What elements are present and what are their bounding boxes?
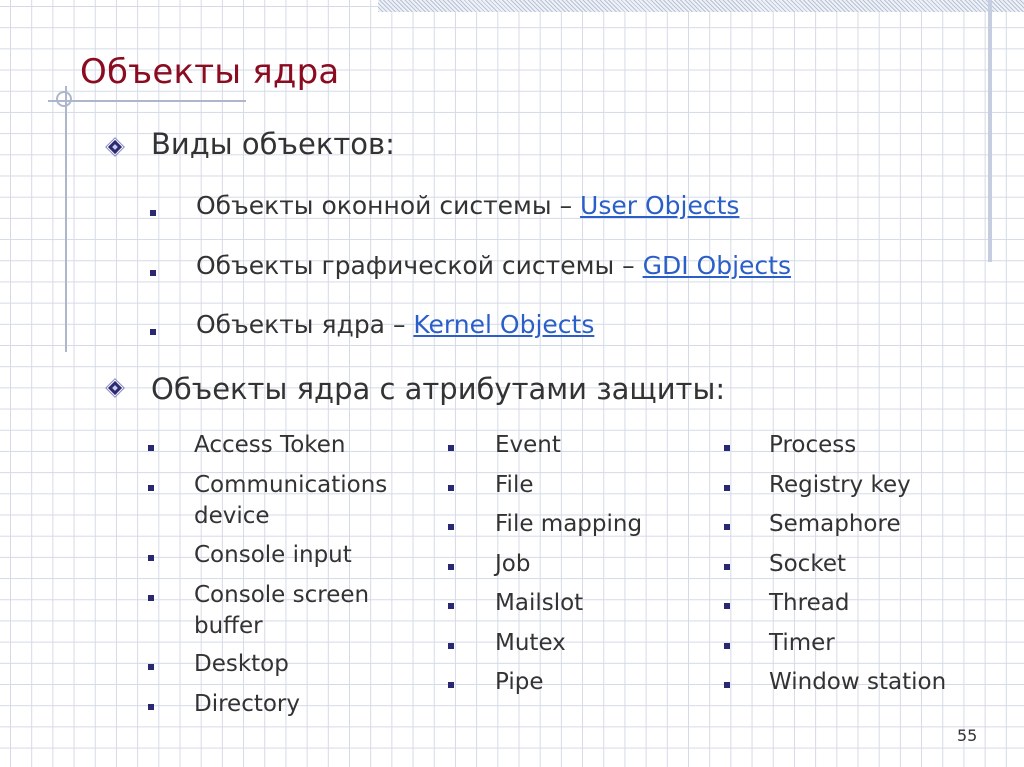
list-item: Registry key bbox=[769, 472, 911, 498]
page-number: 55 bbox=[957, 726, 978, 745]
square-bullet-icon bbox=[448, 445, 454, 451]
list-item: File mapping bbox=[495, 511, 643, 537]
list-item: Desktop bbox=[194, 651, 289, 677]
square-bullet-icon bbox=[724, 524, 730, 530]
list-item: Window station bbox=[769, 669, 947, 695]
square-bullet-icon bbox=[448, 643, 454, 649]
user-objects-link[interactable]: User Objects bbox=[580, 191, 740, 220]
list-item: Job bbox=[495, 551, 531, 577]
list-item-user-objects bbox=[196, 191, 739, 220]
square-bullet-icon bbox=[148, 595, 154, 601]
square-bullet-icon bbox=[724, 445, 730, 451]
list-item: File bbox=[495, 472, 534, 498]
square-bullet-icon bbox=[150, 329, 156, 335]
item-text: Объекты ядра – bbox=[196, 310, 414, 339]
list-item: Directory bbox=[194, 691, 301, 717]
list-item-kernel-objects bbox=[196, 310, 594, 339]
square-bullet-icon bbox=[724, 682, 730, 688]
list-item: Console input bbox=[194, 542, 352, 568]
square-bullet-icon bbox=[148, 485, 154, 491]
right-accent-bar bbox=[988, 0, 992, 262]
list-item: Console screen buffer bbox=[194, 582, 370, 639]
list-item: Thread bbox=[769, 590, 850, 616]
list-item: Communications device bbox=[194, 472, 388, 529]
square-bullet-icon bbox=[150, 270, 156, 276]
kernel-objects-link[interactable]: Kernel Objects bbox=[413, 310, 595, 339]
circle-decoration bbox=[56, 91, 72, 107]
square-bullet-icon bbox=[448, 682, 454, 688]
top-pattern-strip bbox=[378, 0, 1024, 12]
square-bullet-icon bbox=[448, 564, 454, 570]
section-heading-secured-objects: Объекты ядра с атрибутами защиты: bbox=[151, 372, 726, 406]
list-item: Semaphore bbox=[769, 511, 901, 537]
item-text: Объекты оконной системы – bbox=[196, 191, 581, 220]
gdi-objects-link[interactable]: GDI Objects bbox=[642, 251, 791, 280]
square-bullet-icon bbox=[448, 485, 454, 491]
square-bullet-icon bbox=[724, 603, 730, 609]
list-item: Access Token bbox=[194, 432, 346, 458]
list-item-gdi-objects bbox=[196, 251, 791, 280]
vertical-line-decoration bbox=[65, 86, 67, 352]
square-bullet-icon bbox=[148, 664, 154, 670]
square-bullet-icon bbox=[724, 643, 730, 649]
square-bullet-icon bbox=[724, 564, 730, 570]
square-bullet-icon bbox=[148, 555, 154, 561]
square-bullet-icon bbox=[148, 704, 154, 710]
square-bullet-icon bbox=[150, 210, 156, 216]
title-underline-decoration bbox=[48, 100, 246, 102]
diamond-bullet-icon bbox=[106, 138, 124, 156]
list-item: Process bbox=[769, 432, 857, 458]
list-item: Event bbox=[495, 432, 561, 458]
square-bullet-icon bbox=[148, 445, 154, 451]
square-bullet-icon bbox=[724, 485, 730, 491]
diamond-bullet-icon bbox=[106, 379, 124, 397]
list-item: Timer bbox=[769, 630, 835, 656]
section-heading-types: Виды объектов: bbox=[151, 127, 395, 161]
item-text: Объекты графической системы – bbox=[196, 251, 643, 280]
list-item: Pipe bbox=[495, 669, 544, 695]
square-bullet-icon bbox=[448, 524, 454, 530]
square-bullet-icon bbox=[448, 603, 454, 609]
list-item: Socket bbox=[769, 551, 846, 577]
list-item: Mutex bbox=[495, 630, 566, 656]
list-item: Mailslot bbox=[495, 590, 584, 616]
slide-title: Объекты ядра bbox=[80, 52, 340, 92]
